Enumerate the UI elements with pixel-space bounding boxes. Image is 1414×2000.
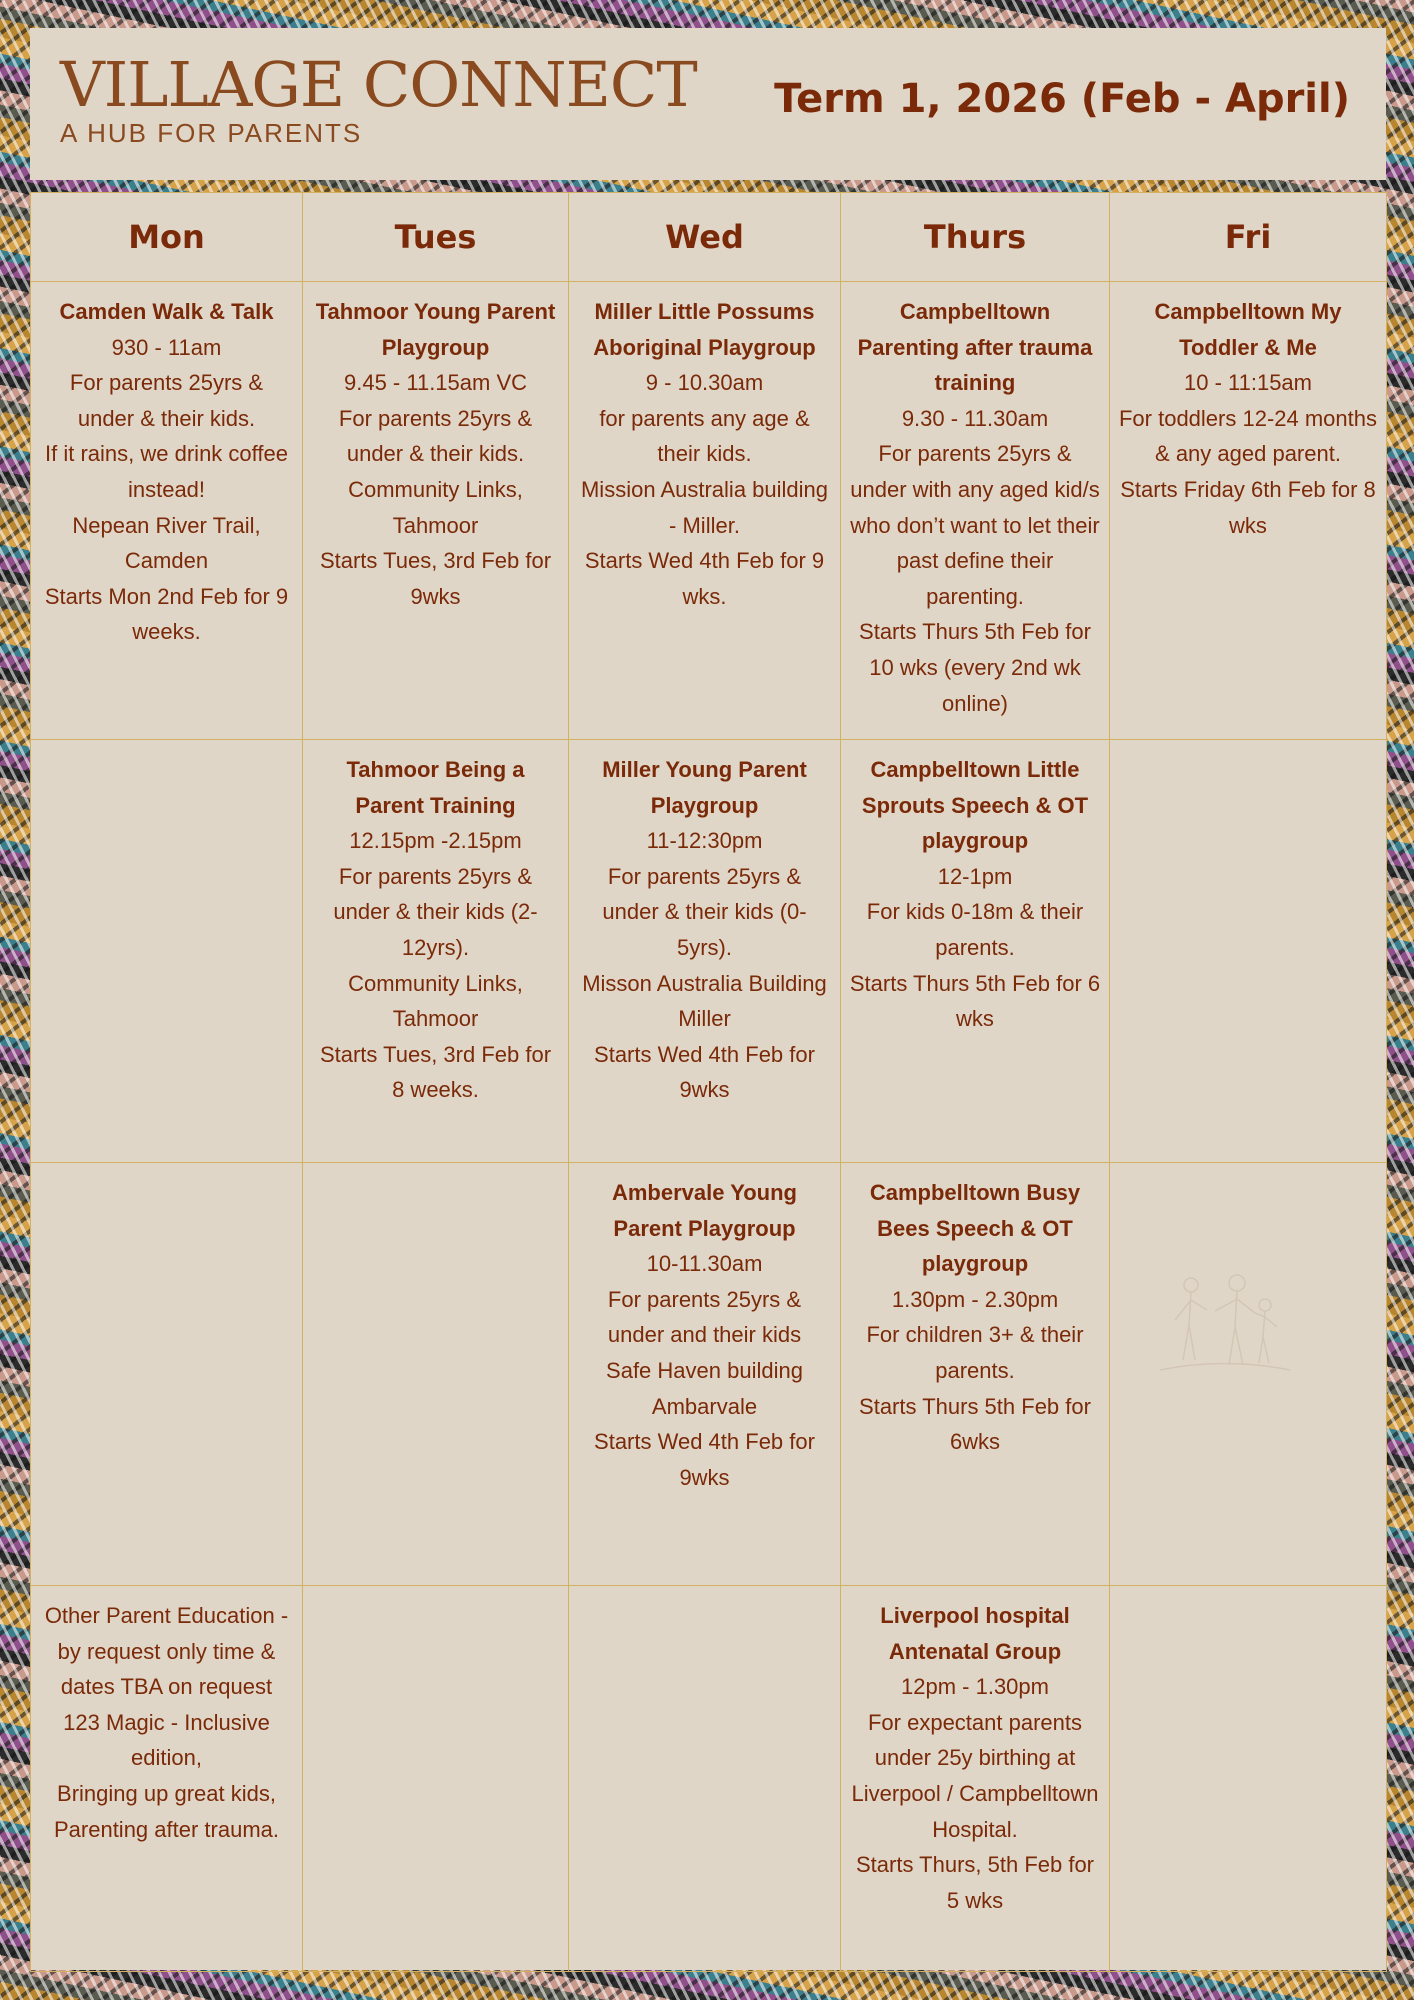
cell-thurs-row-4: [841, 1586, 1110, 1972]
day-header-row: [31, 193, 1387, 282]
session-detail: Starts Wed 4th Feb for 9wks: [594, 1041, 815, 1103]
cell-thurs-row-1: [841, 282, 1110, 740]
brand-subtitle: A HUB FOR PARENTS: [60, 118, 363, 148]
session-detail: For parents 25yrs & under & their kids (2-12yrs).: [333, 863, 538, 960]
cell-fri-row-4: [1110, 1586, 1387, 1972]
session-title: Ambervale Young Parent Playgroup: [611, 1180, 797, 1241]
brand-title: VILLAGE CONNECT: [60, 48, 697, 121]
day-header-fri: Fri: [1110, 193, 1387, 282]
session-detail: Starts Thurs, 5th Feb for 5 wks: [855, 1852, 1095, 1913]
header-panel: [30, 28, 1386, 180]
session-detail: Starts Mon 2nd Feb for 9 weeks.: [44, 583, 289, 645]
cell-mon-row-1: [31, 282, 303, 740]
session-detail: For children 3+ & their parents.: [866, 1322, 1084, 1383]
session-time: 9.30 - 11.30am: [901, 405, 1049, 431]
cell-mon-row-3: [31, 1163, 303, 1586]
session-title: Campbelltown Little Sprouts Speech & OT playgroup: [861, 757, 1089, 854]
session-time: 1.30pm - 2.30pm: [891, 1286, 1059, 1312]
day-header-mon: Mon: [31, 193, 303, 282]
cell-tues-row-2: [303, 740, 569, 1163]
session-title: Camden Walk & Talk: [59, 299, 274, 324]
session-time: 12.15pm -2.15pm: [349, 828, 522, 854]
session-time: 12-1pm: [937, 863, 1013, 889]
session-detail: If it rains, we drink coffee instead!: [45, 441, 288, 502]
session-time: 10-11.30am: [646, 1251, 763, 1277]
session-detail: 123 Magic - Inclusive edition,: [63, 1709, 270, 1771]
session-title: Liverpool hospital Antenatal Group: [880, 1603, 1070, 1664]
session-detail: For parents 25yrs & under & their kids.: [69, 370, 264, 431]
session-time: 930 - 11am: [111, 334, 222, 360]
day-header-tues: Tues: [303, 193, 569, 282]
family-sketch-illustration: [1155, 1265, 1295, 1375]
session-detail: For kids 0-18m & their parents.: [866, 899, 1084, 960]
session-detail: Community Links, Tahmoor: [348, 970, 523, 1032]
session-detail: For parents 25yrs & under & their kids (0-5yrs).: [602, 863, 807, 960]
session-detail: Starts Thurs 5th Feb for 10 wks (every 2nd wk online): [859, 619, 1091, 716]
session-detail: for parents any age & their kids.: [599, 405, 810, 467]
cell-wed-row-4: [569, 1586, 841, 1972]
session-detail: Starts Wed 4th Feb for 9wks: [594, 1429, 815, 1490]
session-detail: For toddlers 12-24 months & any aged parent.: [1118, 405, 1378, 467]
session-time: 11-12:30pm: [646, 828, 763, 854]
cell-wed-row-1: [569, 282, 841, 740]
day-header-thurs: Thurs: [841, 193, 1110, 282]
session-title: Tahmoor Being a Parent Training: [346, 757, 525, 818]
session-time: 9 - 10.30am: [645, 370, 764, 396]
day-header-wed: Wed: [569, 193, 841, 282]
session-detail: Bringing up great kids,: [57, 1780, 276, 1806]
session-detail: Misson Australia Building Miller: [582, 970, 827, 1032]
term-title: Term 1, 2026 (Feb - April): [774, 76, 1350, 122]
session-detail: Starts Thurs 5th Feb for 6 wks: [849, 970, 1101, 1032]
session-detail: Nepean River Trail, Camden: [72, 512, 261, 574]
timetable-row: [31, 282, 1387, 740]
cell-mon-row-2: [31, 740, 303, 1163]
session-detail: For parents 25yrs & under and their kids: [607, 1286, 802, 1348]
session-title: Miller Young Parent Playgroup: [602, 757, 807, 818]
session-title: Miller Little Possums Aboriginal Playgroup: [593, 299, 816, 360]
session-detail: Starts Tues, 3rd Feb for 9wks: [319, 548, 552, 609]
session-title: Campbelltown Busy Bees Speech & OT playgroup: [869, 1180, 1081, 1277]
session-detail: Starts Thurs 5th Feb for 6wks: [859, 1393, 1091, 1455]
session-title: Campbelltown Parenting after trauma training: [857, 299, 1093, 396]
cell-wed-row-3: [569, 1163, 841, 1586]
session-detail: Safe Haven building Ambarvale: [606, 1357, 803, 1419]
session-title: Campbelltown My Toddler & Me: [1154, 299, 1342, 360]
session-detail: Mission Australia building - Miller.: [580, 476, 829, 538]
cell-thurs-row-2: [841, 740, 1110, 1163]
session-time: 10 - 11:15am: [1183, 370, 1312, 396]
timetable: [30, 192, 1387, 1972]
session-time: 9.45 - 11.15am VC: [343, 370, 528, 396]
session-detail: Starts Friday 6th Feb for 8 wks: [1120, 476, 1376, 538]
cell-mon-row-4: [31, 1586, 303, 1972]
timetable-panel: [30, 192, 1386, 1970]
session-detail: Starts Tues, 3rd Feb for 8 weeks.: [319, 1041, 552, 1103]
session-detail: Other Parent Education -by request only time & dates TBA on request: [44, 1603, 289, 1700]
cell-fri-row-1: [1110, 282, 1387, 740]
timetable-row: [31, 1586, 1387, 1972]
session-detail: For expectant parents under 25y birthing at Liverpool / Campbelltown Hospital.: [851, 1709, 1099, 1842]
cell-tues-row-3: [303, 1163, 569, 1586]
timetable-row: [31, 740, 1387, 1163]
cell-thurs-row-3: [841, 1163, 1110, 1586]
cell-tues-row-1: [303, 282, 569, 740]
cell-tues-row-4: [303, 1586, 569, 1972]
session-detail: For parents 25yrs & under with any aged kid/s who don’t want to let their past define their parenting.: [850, 441, 1100, 609]
session-detail: Starts Wed 4th Feb for 9 wks.: [584, 548, 825, 609]
session-time: 12pm - 1.30pm: [901, 1674, 1049, 1700]
session-detail: Parenting after trauma.: [53, 1816, 279, 1842]
session-detail: Community Links, Tahmoor: [348, 476, 523, 538]
cell-wed-row-2: [569, 740, 841, 1163]
session-title: Tahmoor Young Parent Playgroup: [315, 299, 556, 360]
cell-fri-row-2: [1110, 740, 1387, 1163]
session-detail: For parents 25yrs & under & their kids.: [338, 405, 533, 467]
